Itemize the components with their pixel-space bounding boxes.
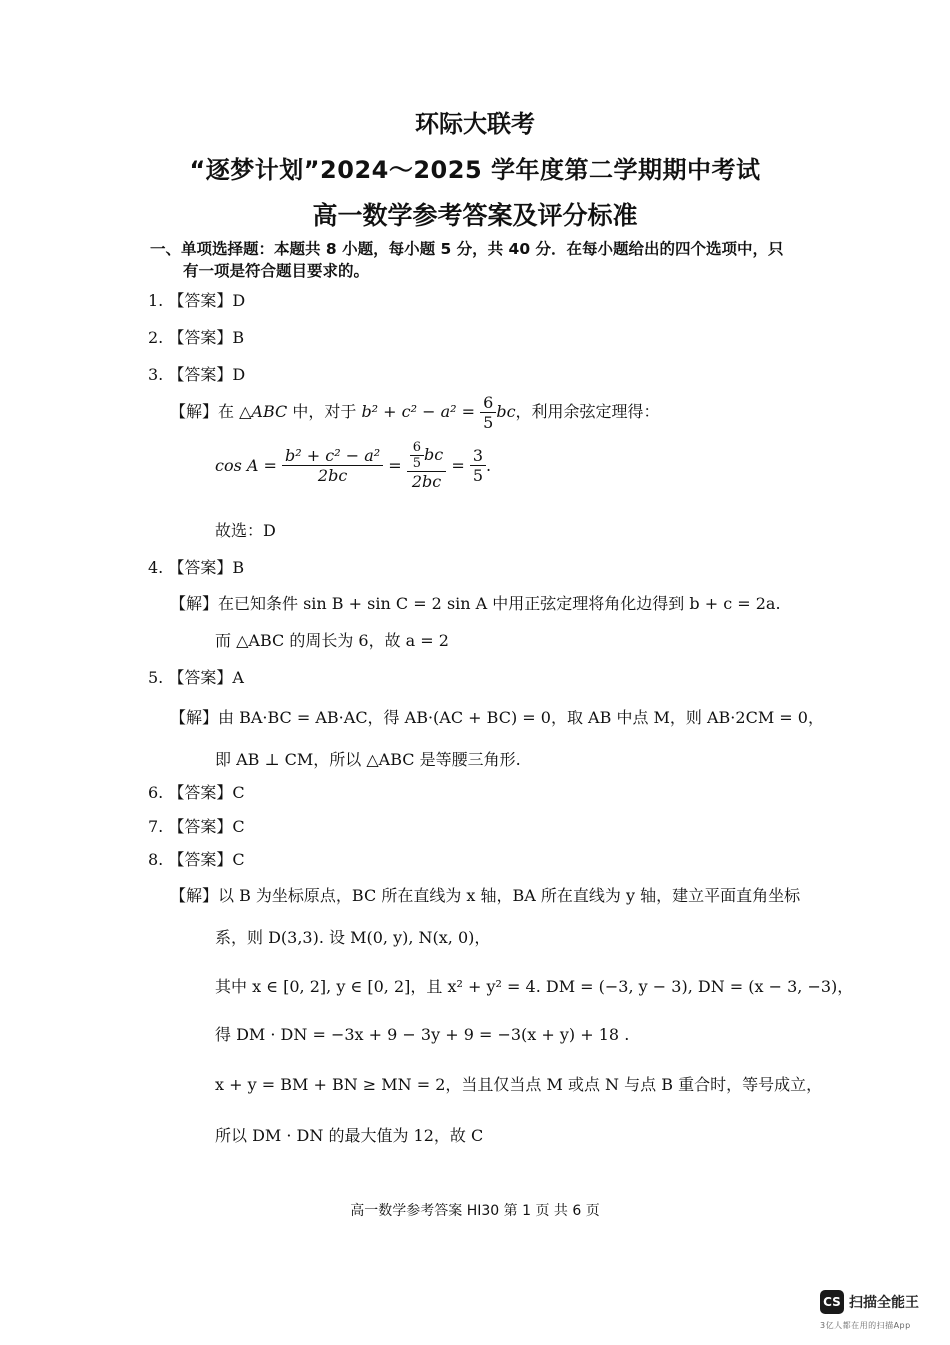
q8-solution-line2: 系，则 D(3,3). 设 M(0, y), N(x, 0)， <box>215 928 491 947</box>
q3-mid: 中，对于 <box>287 402 362 421</box>
exam-org-title: 环际大联考 <box>415 110 535 138</box>
answer-number: 7. <box>148 817 164 836</box>
q3-equation: b² + c² − a² = <box>361 402 481 421</box>
answer-label: 【答案】C <box>168 817 245 836</box>
answer-label: 【答案】A <box>168 668 244 687</box>
answer-label: 【答案】B <box>168 558 245 577</box>
page-footer: 高一数学参考答案 HI30 第 1 页 共 6 页 <box>350 1203 600 1219</box>
q8-solution-line5: x + y = BM + BN ≥ MN = 2，当且仅当点 M 或点 N 与点 B 重合时，等号成立， <box>215 1075 823 1094</box>
answer-label: 【答案】C <box>168 783 245 802</box>
frac-numerator: 3 <box>470 446 486 466</box>
section-heading-line1: 一、单项选择题：本题共 8 小题，每小题 5 分，共 40 分．在每小题给出的四个选项中，只 <box>150 240 784 258</box>
answer-1 <box>148 288 245 311</box>
answer-8 <box>148 847 245 870</box>
frac-numerator: 6 <box>480 393 496 413</box>
exam-name-title: “逐梦计划”2024～2025 学年度第二学期期中考试 <box>189 156 761 184</box>
answer-4 <box>148 555 244 578</box>
section-heading-line2: 有一项是符合题目要求的。 <box>183 262 370 280</box>
camscanner-logo-icon: CS <box>820 1290 844 1314</box>
frac-denominator: 2bc <box>411 472 442 491</box>
answer-5 <box>148 665 244 688</box>
inner-denominator: 5 <box>412 456 422 471</box>
q3-triangle: △ABC <box>239 402 288 421</box>
answer-number: 8. <box>148 850 164 869</box>
scanner-watermark <box>820 1290 940 1334</box>
q8-solution-line3: 其中 x ∈ [0, 2], y ∈ [0, 2]，且 x² + y² = 4. DM = (−3, y − 3), DN = (x − 3, −3)， <box>215 977 854 996</box>
equals-sign: = <box>451 456 465 475</box>
q4-solution-line1: 【解】在已知条件 sin B + sin C = 2 sin A 中用正弦定理将角化边得到 b + c = 2a. <box>170 594 781 613</box>
cos-fraction-2 <box>407 440 446 491</box>
q3-fraction <box>480 393 496 432</box>
answer-2 <box>148 325 244 348</box>
answer-7 <box>148 814 245 837</box>
watermark-name: 扫描全能王 <box>849 1295 919 1311</box>
answer-label: 【答案】C <box>168 850 245 869</box>
equals-sign: = <box>388 456 402 475</box>
cos-lhs: cos A = <box>215 456 283 475</box>
answer-6 <box>148 780 245 803</box>
answer-label: 【答案】D <box>168 291 246 310</box>
answer-key-title: 高一数学参考答案及评分标准 <box>312 201 638 230</box>
cos-fraction-1 <box>282 446 383 485</box>
q8-solution-line4: 得 DM · DN = −3x + 9 − 3y + 9 = −3(x + y) + 18 . <box>215 1025 630 1044</box>
answer-number: 6. <box>148 783 164 802</box>
section-heading <box>150 238 800 282</box>
q3-cosine-formula <box>215 440 491 491</box>
inner-fraction <box>410 440 424 471</box>
q8-solution-line6: 所以 DM · DN 的最大值为 12，故 C <box>215 1126 484 1145</box>
inner-numerator: 6 <box>410 440 424 456</box>
frac-numerator: b² + c² − a² <box>282 446 383 466</box>
frac-denominator: 5 <box>472 466 484 485</box>
answer-number: 5. <box>148 668 164 687</box>
q3-prefix: 【解】在 <box>170 402 240 421</box>
answer-3 <box>148 362 245 385</box>
watermark-tagline: 3亿人都在用的扫描App <box>820 1321 911 1330</box>
q3-tail: ，利用余弦定理得： <box>515 402 660 421</box>
q3-solution-line1 <box>170 393 660 432</box>
q3-eq-end: bc <box>496 402 516 421</box>
answer-number: 1. <box>148 291 164 310</box>
q3-choice: 故选：D <box>215 521 276 540</box>
frac-numerator <box>407 440 446 472</box>
answer-label: 【答案】D <box>168 365 246 384</box>
answer-number: 2. <box>148 328 164 347</box>
q8-solution-line1: 【解】以 B 为坐标原点，BC 所在直线为 x 轴，BA 所在直线为 y 轴，建立平面直角坐标 <box>170 886 801 905</box>
period: . <box>486 456 492 475</box>
frac-denominator: 2bc <box>317 466 348 485</box>
answer-label: 【答案】B <box>168 328 245 347</box>
q5-solution-line2: 即 AB ⊥ CM，所以 △ABC 是等腰三角形. <box>215 750 521 769</box>
q4-solution-line2: 而 △ABC 的周长为 6，故 a = 2 <box>215 631 449 650</box>
frac-denominator: 5 <box>483 413 494 432</box>
cos-fraction-3 <box>470 446 486 485</box>
inner-bc: bc <box>424 445 444 464</box>
q5-solution-line1: 【解】由 BA·BC = AB·AC，得 AB·(AC + BC) = 0，取 AB 中点 M，则 AB·2CM = 0， <box>170 708 824 727</box>
answer-number: 3. <box>148 365 164 384</box>
answer-number: 4. <box>148 558 164 577</box>
